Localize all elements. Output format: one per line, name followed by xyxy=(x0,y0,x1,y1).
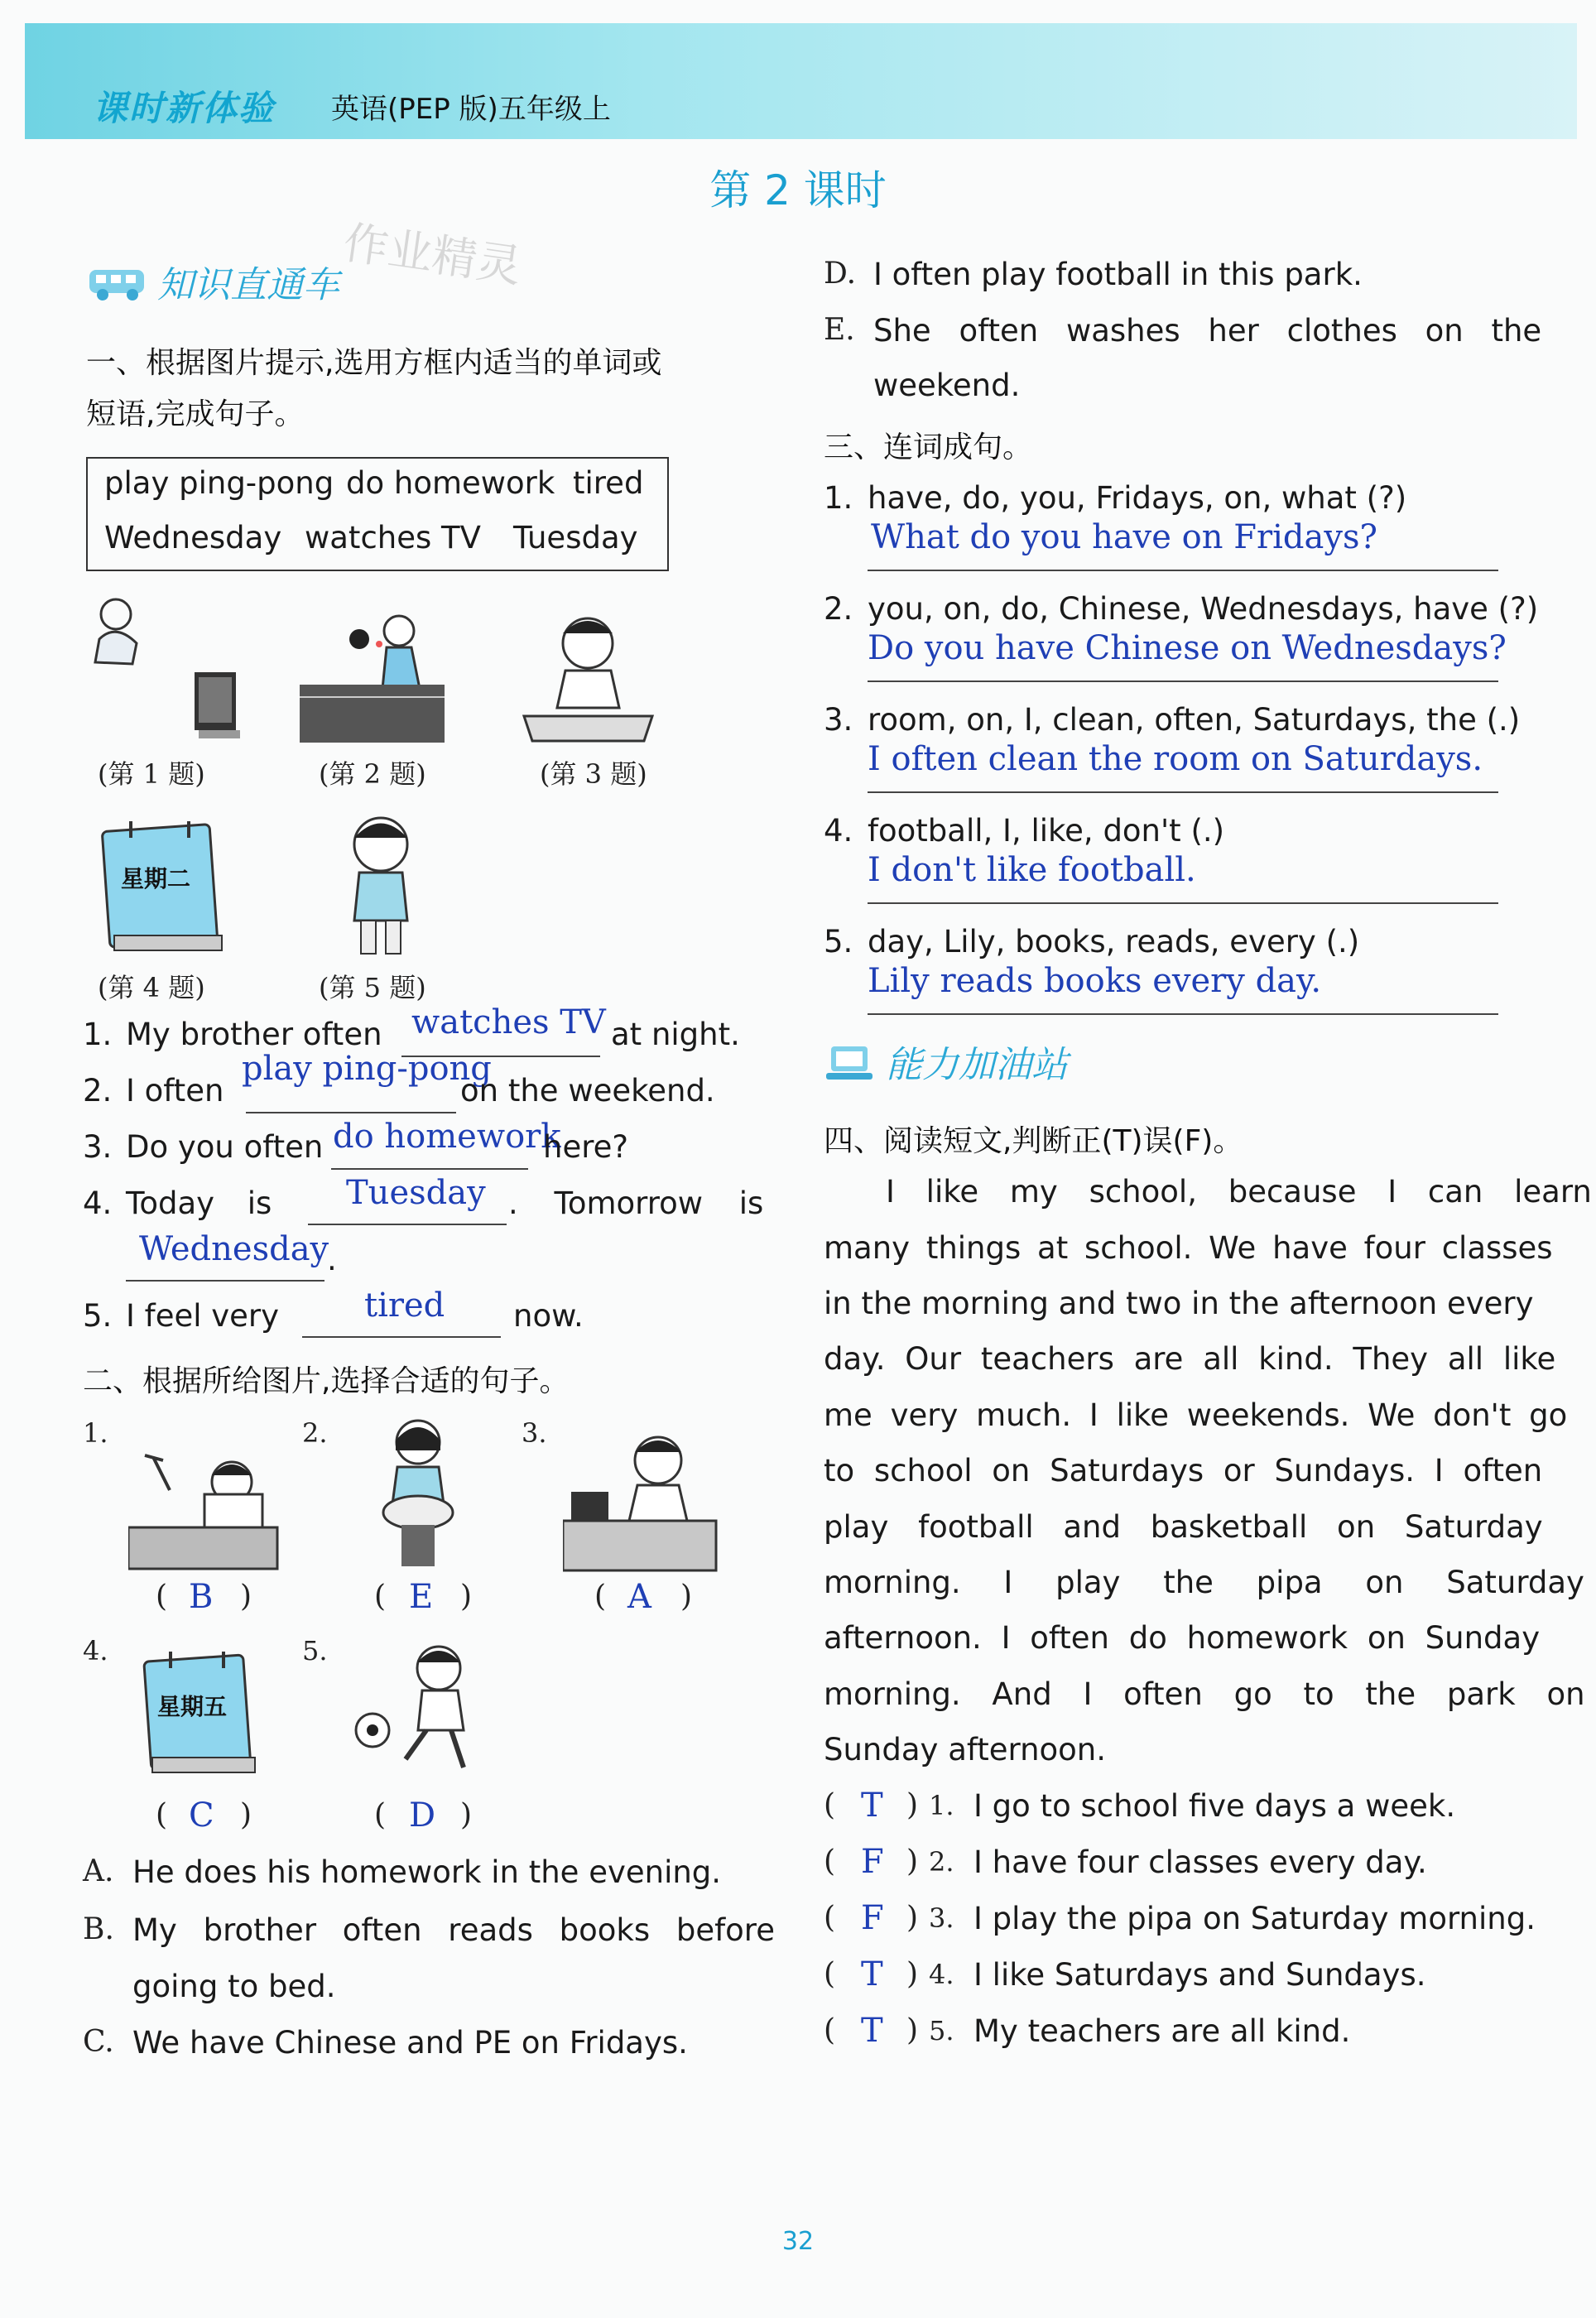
book-title: 英语(PEP 版)五年级上 xyxy=(331,93,611,126)
passage-line: afternoon. I often do homework on Sunday xyxy=(824,1620,1541,1656)
answer-text: I don't like football. xyxy=(868,851,1196,889)
part1-instruction-2: 短语,完成句子。 xyxy=(86,397,305,431)
word-list: football, I, like, don't (.) xyxy=(868,813,1225,849)
paren-close: ) xyxy=(906,1957,919,1991)
part3-instruction: 三、连词成句。 xyxy=(824,430,1033,464)
statement-text: I have four classes every day. xyxy=(973,1844,1427,1880)
option-text: My brother often reads books before xyxy=(132,1912,775,1948)
item-number: 2. xyxy=(824,591,853,627)
paren-close: ) xyxy=(240,1580,252,1613)
word-box-item: play ping-pong xyxy=(104,465,334,501)
homework-illustration xyxy=(520,608,661,749)
item-number: 1. xyxy=(824,480,853,516)
option-letter: B. xyxy=(83,1912,114,1946)
tired-boy-illustration xyxy=(331,813,430,960)
picture-caption: (第 5 题) xyxy=(319,972,426,1003)
tf-answer: T xyxy=(861,1787,883,1825)
paren-open: ( xyxy=(824,1901,836,1935)
sentence-text: Do you often xyxy=(126,1129,324,1165)
calendar-day-label: 星期五 xyxy=(157,1693,228,1720)
paren-close: ) xyxy=(906,1788,919,1822)
statement-text: I like Saturdays and Sundays. xyxy=(973,1957,1426,1993)
sentence-text: now. xyxy=(513,1298,584,1334)
answer-text: Wednesday xyxy=(139,1230,329,1268)
picture-caption: (第 1 题) xyxy=(98,758,205,790)
picture-caption: (第 3 题) xyxy=(540,758,647,790)
part4-instruction: 四、阅读短文,判断正(T)误(F)。 xyxy=(824,1124,1243,1158)
paren-close: ) xyxy=(460,1798,473,1832)
sentence-text: Today is xyxy=(126,1185,272,1221)
answer-text: do homework xyxy=(333,1118,561,1156)
option-text-continued: going to bed. xyxy=(132,1969,336,2004)
answer-text: watches TV xyxy=(411,1003,606,1041)
page-number: 32 xyxy=(781,2227,815,2256)
sentence-text: . Tomorrow is xyxy=(508,1185,764,1221)
paren-close: ) xyxy=(680,1580,693,1613)
passage-line: morning. I play the pipa on Saturday xyxy=(824,1565,1584,1600)
statement-number: 3. xyxy=(929,1902,954,1934)
paren-close: ) xyxy=(460,1580,473,1613)
paren-open: ( xyxy=(824,1957,836,1991)
option-letter: D. xyxy=(824,257,857,291)
answer-text: What do you have on Fridays? xyxy=(871,518,1377,556)
answer-letter: A xyxy=(627,1578,651,1616)
answer-blank xyxy=(331,1168,528,1170)
answer-line xyxy=(868,1013,1498,1015)
item-number: 4. xyxy=(83,1185,113,1221)
option-text: He does his homework in the evening. xyxy=(132,1854,722,1890)
answer-letter: D xyxy=(409,1796,436,1835)
answer-text: Do you have Chinese on Wednesdays? xyxy=(868,629,1507,667)
passage-line: to school on Saturdays or Sundays. I often xyxy=(824,1453,1543,1488)
item-number: 5. xyxy=(83,1298,113,1334)
word-box-item: watches TV xyxy=(305,520,481,555)
option-text: I often play football in this park. xyxy=(873,257,1363,292)
word-list: day, Lily, books, reads, every (.) xyxy=(868,924,1360,959)
tv-watching-illustration xyxy=(83,589,248,747)
word-box-item: Tuesday xyxy=(513,520,638,555)
passage-line: day. Our teachers are all kind. They all like xyxy=(824,1341,1556,1377)
answer-blank xyxy=(126,1280,324,1282)
part1-instruction-1: 一、根据图片提示,选用方框内适当的单词或 xyxy=(86,346,662,380)
computer-icon xyxy=(826,1043,877,1084)
word-list: you, on, do, Chinese, Wednesdays, have (?) xyxy=(868,591,1539,627)
answer-text: Lily reads books every day. xyxy=(868,962,1322,1000)
option-letter: C. xyxy=(83,2025,114,2059)
picture-number: 3. xyxy=(522,1417,547,1449)
tf-answer: F xyxy=(861,1899,884,1937)
statement-number: 4. xyxy=(929,1959,954,1990)
paren-open: ( xyxy=(156,1798,168,1832)
word-box-item: Wednesday xyxy=(104,520,282,555)
option-letter: E. xyxy=(824,313,855,347)
sentence-text: I feel very xyxy=(126,1298,280,1334)
statement-number: 1. xyxy=(929,1790,954,1821)
answer-letter: E xyxy=(409,1578,434,1616)
paren-open: ( xyxy=(156,1580,168,1613)
lesson-title: 第 2 课时 xyxy=(709,166,887,214)
sentence-text: My brother often xyxy=(126,1017,382,1052)
word-list: have, do, you, Fridays, on, what (?) xyxy=(868,480,1407,516)
brand-logo: 课时新体验 xyxy=(93,88,276,128)
answer-text: I often clean the room on Saturdays. xyxy=(868,740,1483,778)
answer-text: tired xyxy=(364,1286,445,1325)
reading-illustration xyxy=(128,1449,281,1573)
word-box-item: do homework xyxy=(346,465,555,501)
section-ability-title: 能力加油站 xyxy=(886,1044,1068,1086)
bus-icon xyxy=(86,263,149,305)
statement-text: I play the pipa on Saturday morning. xyxy=(973,1901,1536,1936)
picture-caption: (第 2 题) xyxy=(319,758,426,790)
washing-clothes-illustration xyxy=(373,1417,468,1575)
item-number: 2. xyxy=(83,1073,113,1109)
paren-open: ( xyxy=(824,1788,836,1822)
calendar-day-label: 星期二 xyxy=(121,865,191,892)
option-letter: A. xyxy=(83,1854,114,1888)
watermark: 作业精灵 xyxy=(340,216,525,293)
paren-open: ( xyxy=(824,2013,836,2047)
tf-answer: T xyxy=(861,2012,883,2050)
tf-answer: T xyxy=(861,1955,883,1993)
item-number: 3. xyxy=(83,1129,113,1165)
item-number: 1. xyxy=(83,1017,113,1052)
paren-close: ) xyxy=(240,1798,252,1832)
statement-text: My teachers are all kind. xyxy=(973,2013,1351,2049)
football-boy-illustration xyxy=(352,1639,493,1780)
paren-open: ( xyxy=(824,1844,836,1878)
statement-text: I go to school five days a week. xyxy=(973,1788,1456,1824)
passage-line: I like my school, because I can learn xyxy=(886,1174,1592,1209)
paren-open: ( xyxy=(374,1798,387,1832)
paren-close: ) xyxy=(906,1844,919,1878)
passage-line: play football and basketball on Saturday xyxy=(824,1509,1543,1545)
paren-open: ( xyxy=(374,1580,387,1613)
answer-letter: C xyxy=(189,1796,214,1835)
section-knowledge-title: 知识直通车 xyxy=(157,264,339,306)
picture-number: 4. xyxy=(83,1635,108,1666)
paren-close: ) xyxy=(906,1901,919,1935)
item-number: 4. xyxy=(824,813,853,849)
option-text: We have Chinese and PE on Fridays. xyxy=(132,2025,688,2061)
answer-blank xyxy=(302,1336,501,1338)
sentence-text: . xyxy=(327,1242,337,1277)
answer-line xyxy=(868,570,1498,571)
word-list: room, on, I, clean, often, Saturdays, the (.) xyxy=(868,702,1521,738)
answer-letter: B xyxy=(189,1578,214,1616)
ping-pong-illustration xyxy=(300,606,457,748)
sentence-text: I often xyxy=(126,1073,224,1109)
option-text: She often washes her clothes on the xyxy=(873,313,1542,349)
item-number: 5. xyxy=(824,924,853,959)
paren-open: ( xyxy=(594,1580,607,1613)
tf-answer: F xyxy=(861,1843,884,1881)
option-text-continued: weekend. xyxy=(873,368,1021,403)
sentence-text: here? xyxy=(543,1129,629,1165)
picture-number: 5. xyxy=(302,1635,328,1666)
sentence-text: on the weekend. xyxy=(460,1073,715,1109)
picture-caption: (第 4 题) xyxy=(98,972,205,1003)
answer-blank xyxy=(308,1224,507,1225)
sentence-text: at night. xyxy=(611,1017,740,1052)
word-box-item: tired xyxy=(573,465,644,501)
statement-number: 2. xyxy=(929,1846,954,1878)
answer-line xyxy=(868,902,1498,904)
passage-line: Sunday afternoon. xyxy=(824,1732,1107,1767)
homework-desk-illustration xyxy=(563,1426,720,1575)
picture-number: 2. xyxy=(302,1417,328,1449)
paren-close: ) xyxy=(906,2013,919,2047)
passage-line: in the morning and two in the afternoon every xyxy=(824,1286,1534,1321)
answer-text: play ping-pong xyxy=(242,1050,492,1088)
passage-line: many things at school. We have four classes xyxy=(824,1230,1553,1266)
part2-instruction: 二、根据所给图片,选择合适的句子。 xyxy=(83,1364,570,1398)
statement-number: 5. xyxy=(929,2015,954,2046)
answer-text: Tuesday xyxy=(346,1174,486,1212)
passage-line: morning. And I often go to the park on xyxy=(824,1676,1585,1712)
answer-line xyxy=(868,791,1498,793)
answer-blank xyxy=(246,1112,456,1113)
answer-line xyxy=(868,680,1498,682)
picture-number: 1. xyxy=(83,1417,108,1449)
item-number: 3. xyxy=(824,702,853,738)
passage-line: me very much. I like weekends. We don't go xyxy=(824,1397,1568,1433)
